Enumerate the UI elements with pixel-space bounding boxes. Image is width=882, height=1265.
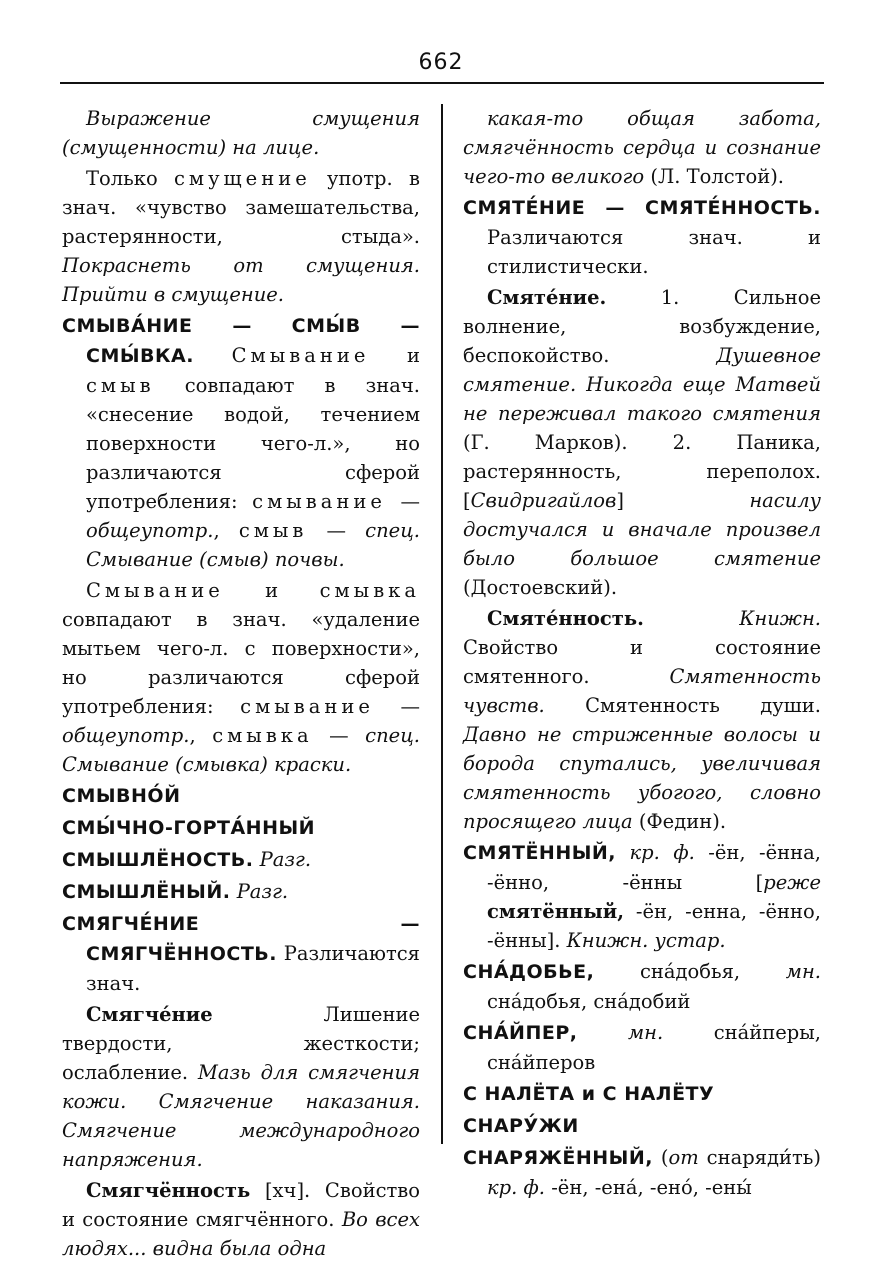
right-entry [463, 1018, 821, 1077]
example-text: мн. [628, 1021, 664, 1044]
left-entry [62, 909, 420, 998]
entry-text: Только [86, 167, 174, 190]
example-text: спец. Смывание (смыв) почвы. [86, 519, 420, 571]
headword: СМЯГЧЕ́НИЕ — СМЯГЧЁННОСТЬ. [62, 913, 420, 965]
column-divider [441, 104, 443, 1144]
right-entry [463, 1079, 821, 1109]
headword: СМЫШЛЁНЫЙ. [62, 881, 231, 903]
entry-text: смыв [238, 519, 308, 542]
headword: С НАЛЁТА и С НАЛЁТУ [463, 1083, 715, 1105]
entry-text: смыв [86, 374, 155, 397]
entry-text: Смывание [231, 344, 370, 367]
example-text: какая-то общая забота, смягчённость сердца и сознание чего-то великого [463, 107, 821, 188]
entry-text: 1. Сильное волнение, возбуждение, беспокойство. [463, 286, 821, 367]
example-text: кр. ф. [487, 1176, 545, 1199]
entry-text: ( [652, 1146, 669, 1169]
entry-text: снаряди́ть) [698, 1146, 822, 1169]
entry-text: Смяте́ние. [487, 286, 607, 309]
right-entry [463, 104, 821, 191]
left-entry [62, 104, 420, 162]
entry-text: Свойство и состояние смятенного. [463, 636, 821, 688]
entry-text: сна́добья, [594, 960, 786, 983]
right-entry [463, 957, 821, 1016]
entry-text: сна́добья, сна́добий [487, 990, 691, 1013]
headword: СНА́ЙПЕР, [463, 1022, 578, 1044]
entry-text: (Л. Толстой). [644, 165, 785, 188]
example-text: спец. Смывание (смывка) краски. [62, 724, 420, 776]
example-text: Во всех людях... видна была одна [62, 1208, 421, 1260]
headword: СМЫВА́НИЕ — СМЫ́В — СМЫ́ВКА. [62, 315, 420, 367]
headword: СНА́ДОБЬЕ, [463, 961, 595, 983]
entry-text: и [223, 579, 320, 602]
entry-text: смывка [212, 724, 313, 747]
entry-text: Смягче́ние [86, 1003, 213, 1026]
entry-text: употр. в знач. «чувство замешательства, растерянности, стыда». [62, 167, 420, 248]
headword: СНАРЯЖЁННЫЙ, [463, 1147, 653, 1169]
entry-text: [хч]. Свойство и состояние смягчённого. [62, 1179, 420, 1231]
entry-text [644, 607, 739, 630]
example-text: общеупотр. [62, 724, 190, 747]
headword: СМЫ́ЧНО-ГОРТА́ННЫЙ [62, 817, 316, 839]
entry-text: Различаются знач. [86, 942, 420, 995]
entry-text: ] [616, 489, 750, 512]
headword: СМЯТЕ́НИЕ — СМЯТЕ́НHОСТЬ. [463, 197, 821, 219]
right-column [463, 104, 821, 1204]
example-text: Выражение смущения (смущенности) на лице. [62, 107, 420, 159]
example-text: Покраснеть от смущения. Прийти в смущение. [62, 254, 420, 306]
entry-text: -ён, -ённа, -ённо, -ённы [ [487, 841, 821, 894]
example-text: от [668, 1146, 699, 1169]
example-text: Давно не стриженные волосы и борода спутались, увеличивая смятенность убогого, словно просящего лица [463, 723, 821, 833]
example-text: Мазь для смягчения кожи. Смягчение наказания. Смягчение международного напряжения. [62, 1061, 420, 1171]
left-entry [62, 877, 420, 907]
left-entry [62, 1000, 420, 1174]
entry-text: смятённый, [487, 900, 625, 923]
headword: СМЯТЁННЫЙ, [463, 842, 617, 864]
entry-text [577, 1021, 628, 1044]
right-entry [463, 1111, 821, 1141]
headword: СМЫВНО́Й [62, 785, 181, 807]
example-text: Книжн. [739, 607, 821, 630]
right-entry [463, 283, 821, 602]
headword: СНАРУ́ЖИ [463, 1115, 579, 1137]
example-text: мн. [785, 960, 821, 983]
right-entry [463, 193, 821, 281]
entry-text: совпадают в знач. «удаление мытьем чего-л. с поверхности», но различаются сферой употребления: [62, 608, 420, 718]
example-text: Душевное смятение. Никогда еще Матвей не переживал такого смятения [463, 344, 821, 425]
entry-text: -ён, -ена́, -ено́, -ены́ [545, 1176, 752, 1199]
headword: СМЫШЛЁНОСТЬ. [62, 849, 254, 871]
entry-text: Смятенность души. [544, 694, 821, 717]
example-text: Книжн. устар. [566, 929, 726, 952]
page-number: 662 [418, 50, 464, 75]
left-entry [62, 164, 420, 309]
right-entry [463, 838, 821, 955]
entry-text: (Г. Марков). 2. Паника, растерянность, переполох. [ [463, 431, 821, 512]
entry-text: смывание [252, 490, 386, 513]
example-text: Смятенность чувств. [463, 665, 821, 717]
entry-text: смущение [173, 167, 311, 190]
entry-text: и [369, 344, 420, 367]
left-entry [62, 1176, 420, 1263]
right-entry [463, 1143, 821, 1202]
entry-text: Смяте́нность. [487, 607, 644, 630]
entry-text: , [213, 519, 239, 542]
entry-text [194, 344, 232, 367]
entry-text [616, 841, 629, 864]
example-text: Разг. [259, 848, 312, 871]
left-column [62, 104, 420, 1265]
example-text: насилу достучался и вначале произвел было большое смятение [463, 489, 821, 570]
entry-text: — [385, 490, 420, 513]
right-entry [463, 604, 821, 836]
entry-text: смывание [240, 695, 374, 718]
entry-text: — [307, 519, 366, 542]
entry-text: — [312, 724, 366, 747]
example-text: Разг. [236, 880, 289, 903]
entry-text: (Достоевский). [463, 576, 618, 599]
example-text: реже [763, 871, 821, 894]
header-rule [60, 82, 824, 84]
entry-text: смывка [319, 579, 420, 602]
left-entry [62, 576, 420, 779]
entry-text: -ён, -енна, -ённо, -ённы]. [487, 900, 821, 952]
example-text: общеупотр. [86, 519, 214, 542]
entry-text: Смягчённость [86, 1179, 251, 1202]
left-entry [62, 781, 420, 811]
example-text: Свидригайлов [470, 489, 617, 512]
entry-text: — [373, 695, 420, 718]
entry-text: (Федин). [632, 810, 727, 833]
entry-text: Различаются знач. и стилистически. [487, 226, 821, 278]
entry-text: совпадают в знач. «снесение водой, течением поверхности чего-л.», но различаются сферой употребления: [86, 374, 420, 513]
left-entry [62, 845, 420, 875]
entry-text: Смывание [86, 579, 224, 602]
entry-text: , [189, 724, 213, 747]
entry-text: Лишение твердости, жесткости; ослабление. [62, 1003, 420, 1084]
left-entry [62, 311, 420, 574]
example-text: кр. ф. [629, 841, 695, 864]
left-entry [62, 813, 420, 843]
entry-text: сна́йперы, сна́йперов [487, 1021, 822, 1074]
